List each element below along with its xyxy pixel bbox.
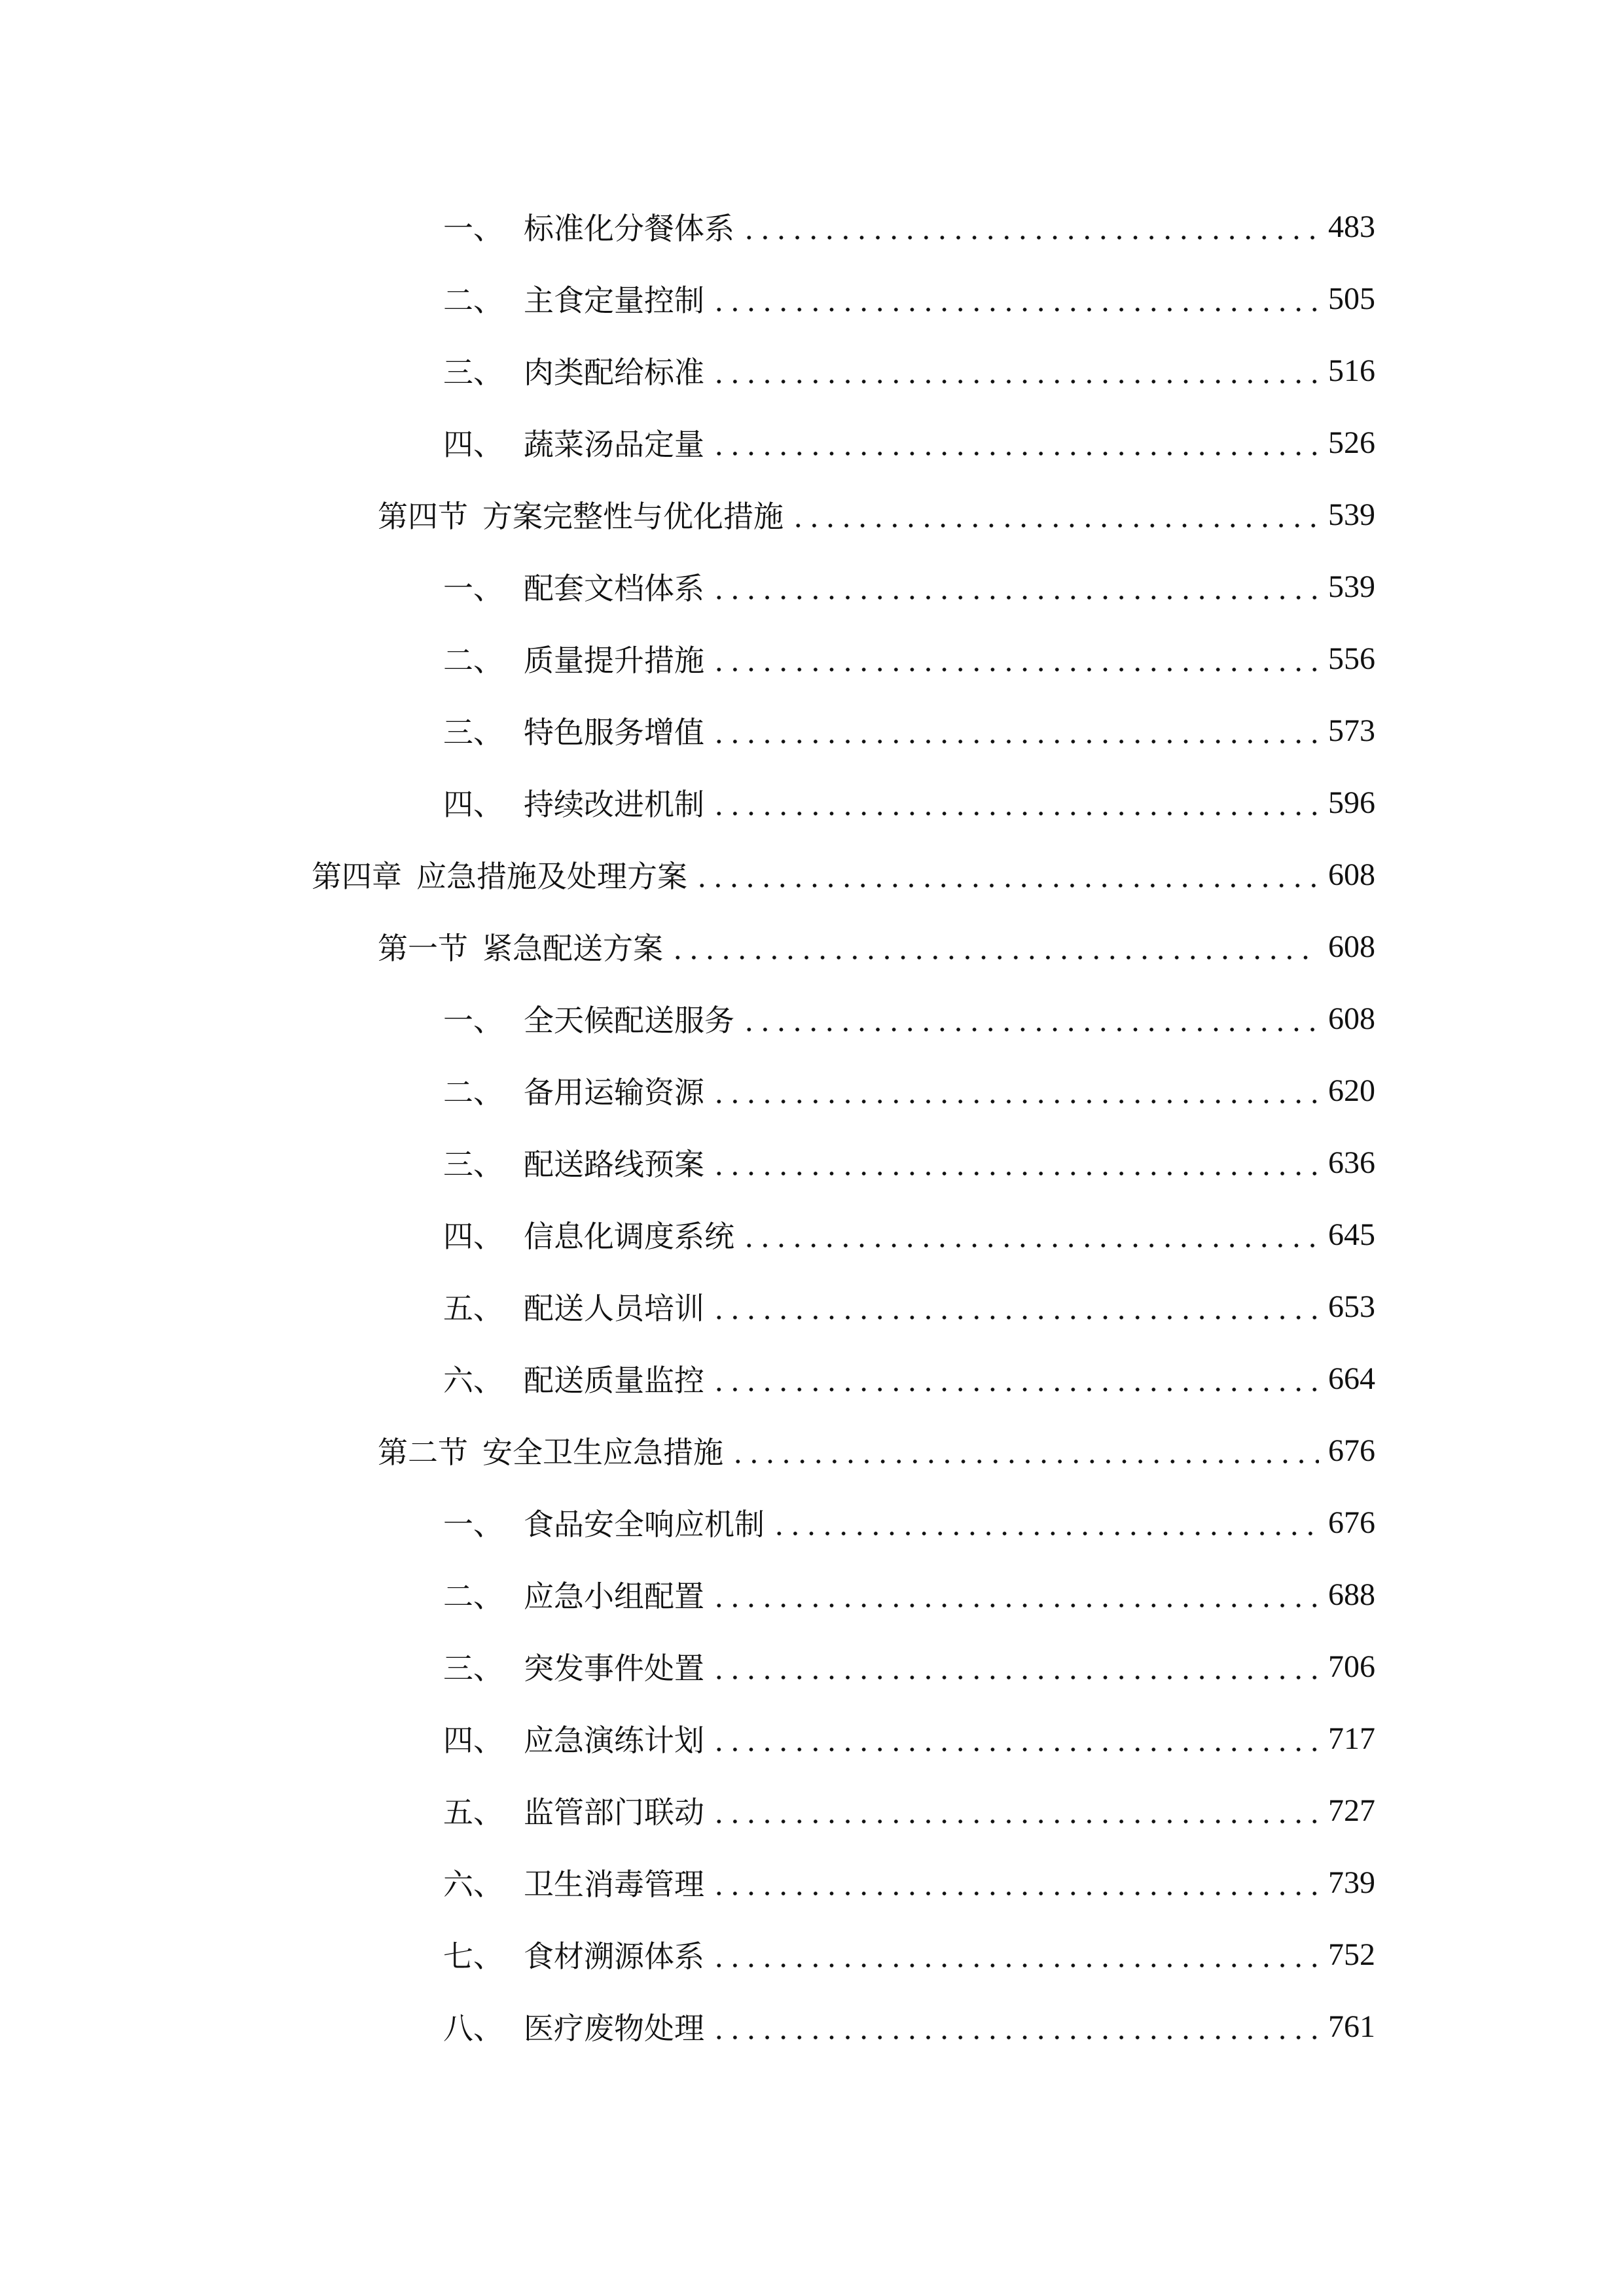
- toc-entry-page: 539: [1328, 569, 1375, 604]
- toc-entry-title: 突发事件处置: [524, 1651, 704, 1686]
- toc-entry-page: 608: [1328, 1001, 1375, 1036]
- toc-entry-title: 应急措施及处理方案: [416, 859, 687, 894]
- dot-leader: [711, 1579, 1319, 1609]
- toc-entry-number: 六、: [443, 1363, 503, 1398]
- toc-entry-title: 紧急配送方案: [482, 931, 663, 966]
- dot-leader: [711, 787, 1319, 817]
- toc-entry-page: 516: [1328, 353, 1375, 388]
- toc-entry-number: 二、: [443, 1579, 503, 1614]
- toc-entry[interactable]: [0, 406, 1624, 478]
- toc-entry-number: 第二节: [378, 1435, 468, 1470]
- toc-entry-page: 676: [1328, 1505, 1375, 1540]
- toc-entry-number: 三、: [443, 355, 503, 390]
- toc-entry-page: 526: [1328, 425, 1375, 460]
- toc-entry-title: 标准化分餐体系: [524, 211, 734, 246]
- toc-entry-page: 727: [1328, 1793, 1375, 1828]
- toc-entry-title: 安全卫生应急措施: [482, 1435, 723, 1470]
- toc-entry-title: 配送人员培训: [524, 1291, 704, 1326]
- toc-entry-title: 信息化调度系统: [524, 1219, 734, 1254]
- toc-entry[interactable]: [0, 694, 1624, 766]
- toc-entry-title: 配送路线预案: [524, 1147, 704, 1182]
- toc-entry-title: 方案完整性与优化措施: [482, 499, 784, 534]
- toc-entry-page: 739: [1328, 1865, 1375, 1900]
- toc-entry-page: 596: [1328, 785, 1375, 820]
- toc-entry-page: 717: [1328, 1721, 1375, 1756]
- toc-entry-title: 主食定量控制: [524, 283, 704, 318]
- toc-entry-page: 556: [1328, 641, 1375, 676]
- toc-entry-number: 一、: [443, 1003, 503, 1038]
- toc-entry-number: 第四节: [378, 499, 468, 534]
- toc-entry[interactable]: [0, 622, 1624, 694]
- toc-entry[interactable]: [0, 1414, 1624, 1486]
- dot-leader: [711, 1795, 1319, 1825]
- dot-leader: [694, 859, 1319, 889]
- toc-entry-title: 配套文档体系: [524, 571, 704, 606]
- toc-entry-title: 持续改进机制: [524, 787, 704, 822]
- dot-leader: [711, 715, 1319, 745]
- table-of-contents: [0, 190, 1624, 2062]
- toc-entry[interactable]: [0, 1990, 1624, 2062]
- toc-entry[interactable]: [0, 190, 1624, 262]
- dot-leader: [711, 427, 1319, 457]
- toc-entry-page: 752: [1328, 1937, 1375, 1972]
- toc-entry-title: 食品安全响应机制: [524, 1507, 765, 1542]
- toc-entry[interactable]: [0, 1702, 1624, 1774]
- dot-leader: [670, 931, 1319, 961]
- toc-entry[interactable]: [0, 1774, 1624, 1846]
- toc-entry-page: 761: [1328, 2009, 1375, 2044]
- toc-entry[interactable]: [0, 1558, 1624, 1630]
- toc-entry-number: 三、: [443, 1651, 503, 1686]
- dot-leader: [741, 1003, 1319, 1033]
- toc-entry-page: 636: [1328, 1145, 1375, 1180]
- toc-entry-title: 应急小组配置: [524, 1579, 704, 1614]
- dot-leader: [711, 571, 1319, 601]
- toc-entry-title: 肉类配给标准: [524, 355, 704, 390]
- dot-leader: [711, 2011, 1319, 2041]
- toc-entry[interactable]: [0, 1198, 1624, 1270]
- toc-entry-number: 三、: [443, 1147, 503, 1182]
- toc-entry-page: 664: [1328, 1361, 1375, 1396]
- toc-entry-number: 四、: [443, 1723, 503, 1758]
- toc-entry-title: 备用运输资源: [524, 1075, 704, 1110]
- toc-entry[interactable]: [0, 262, 1624, 334]
- toc-entry-title: 卫生消毒管理: [524, 1867, 704, 1902]
- toc-entry-page: 608: [1328, 857, 1375, 892]
- toc-entry[interactable]: [0, 1054, 1624, 1126]
- toc-entry-number: 二、: [443, 283, 503, 318]
- dot-leader: [711, 1867, 1319, 1897]
- toc-entry[interactable]: [0, 838, 1624, 910]
- toc-entry-page: 688: [1328, 1577, 1375, 1612]
- toc-entry-page: 706: [1328, 1649, 1375, 1684]
- toc-entry-title: 监管部门联动: [524, 1795, 704, 1830]
- toc-entry-number: 一、: [443, 571, 503, 606]
- toc-entry[interactable]: [0, 766, 1624, 838]
- toc-entry-number: 二、: [443, 643, 503, 678]
- dot-leader: [741, 211, 1319, 242]
- toc-entry-page: 505: [1328, 281, 1375, 316]
- dot-leader: [711, 1939, 1319, 1969]
- toc-entry-title: 特色服务增值: [524, 715, 704, 750]
- toc-entry-title: 食材溯源体系: [524, 1939, 704, 1974]
- dot-leader: [711, 1363, 1319, 1393]
- toc-entry-number: 六、: [443, 1867, 503, 1902]
- dot-leader: [711, 355, 1319, 386]
- dot-leader: [730, 1435, 1319, 1465]
- toc-entry-number: 三、: [443, 715, 503, 750]
- dot-leader: [711, 1651, 1319, 1681]
- toc-entry[interactable]: [0, 910, 1624, 982]
- toc-entry-number: 四、: [443, 787, 503, 822]
- toc-entry-title: 蔬菜汤品定量: [524, 427, 704, 462]
- toc-entry-page: 573: [1328, 713, 1375, 748]
- toc-entry[interactable]: [0, 1486, 1624, 1558]
- toc-entry-number: 四、: [443, 1219, 503, 1254]
- toc-entry-page: 539: [1328, 497, 1375, 532]
- toc-entry-page: 653: [1328, 1289, 1375, 1324]
- toc-entry-title: 医疗废物处理: [524, 2011, 704, 2046]
- toc-entry[interactable]: [0, 1342, 1624, 1414]
- toc-entry-number: 七、: [443, 1939, 503, 1974]
- toc-entry-title: 配送质量监控: [524, 1363, 704, 1398]
- toc-entry-number: 二、: [443, 1075, 503, 1110]
- dot-leader: [741, 1219, 1319, 1249]
- toc-entry[interactable]: [0, 478, 1624, 550]
- toc-entry-number: 八、: [443, 2011, 503, 2046]
- toc-entry-number: 四、: [443, 427, 503, 462]
- toc-entry-number: 五、: [443, 1291, 503, 1326]
- dot-leader: [711, 283, 1319, 314]
- toc-entry[interactable]: [0, 1846, 1624, 1918]
- dot-leader: [711, 1147, 1319, 1177]
- toc-entry-page: 676: [1328, 1433, 1375, 1468]
- toc-entry-title: 全天候配送服务: [524, 1003, 734, 1038]
- toc-entry-page: 620: [1328, 1073, 1375, 1108]
- dot-leader: [711, 1291, 1319, 1321]
- toc-entry-number: 第四章: [312, 859, 402, 894]
- dot-leader: [711, 643, 1319, 673]
- toc-entry[interactable]: [0, 550, 1624, 622]
- toc-entry[interactable]: [0, 1630, 1624, 1702]
- toc-entry-number: 一、: [443, 211, 503, 246]
- toc-entry-page: 483: [1328, 209, 1375, 244]
- toc-entry-page: 645: [1328, 1217, 1375, 1252]
- toc-entry[interactable]: [0, 1918, 1624, 1990]
- dot-leader: [790, 499, 1319, 529]
- toc-entry-page: 608: [1328, 929, 1375, 964]
- toc-entry-title: 质量提升措施: [524, 643, 704, 678]
- toc-entry[interactable]: [0, 982, 1624, 1054]
- toc-entry-number: 第一节: [378, 931, 468, 966]
- toc-entry[interactable]: [0, 1270, 1624, 1342]
- dot-leader: [771, 1507, 1319, 1537]
- toc-entry-number: 一、: [443, 1507, 503, 1542]
- dot-leader: [711, 1723, 1319, 1753]
- toc-entry[interactable]: [0, 334, 1624, 406]
- toc-entry[interactable]: [0, 1126, 1624, 1198]
- dot-leader: [711, 1075, 1319, 1105]
- toc-entry-number: 五、: [443, 1795, 503, 1830]
- toc-entry-title: 应急演练计划: [524, 1723, 704, 1758]
